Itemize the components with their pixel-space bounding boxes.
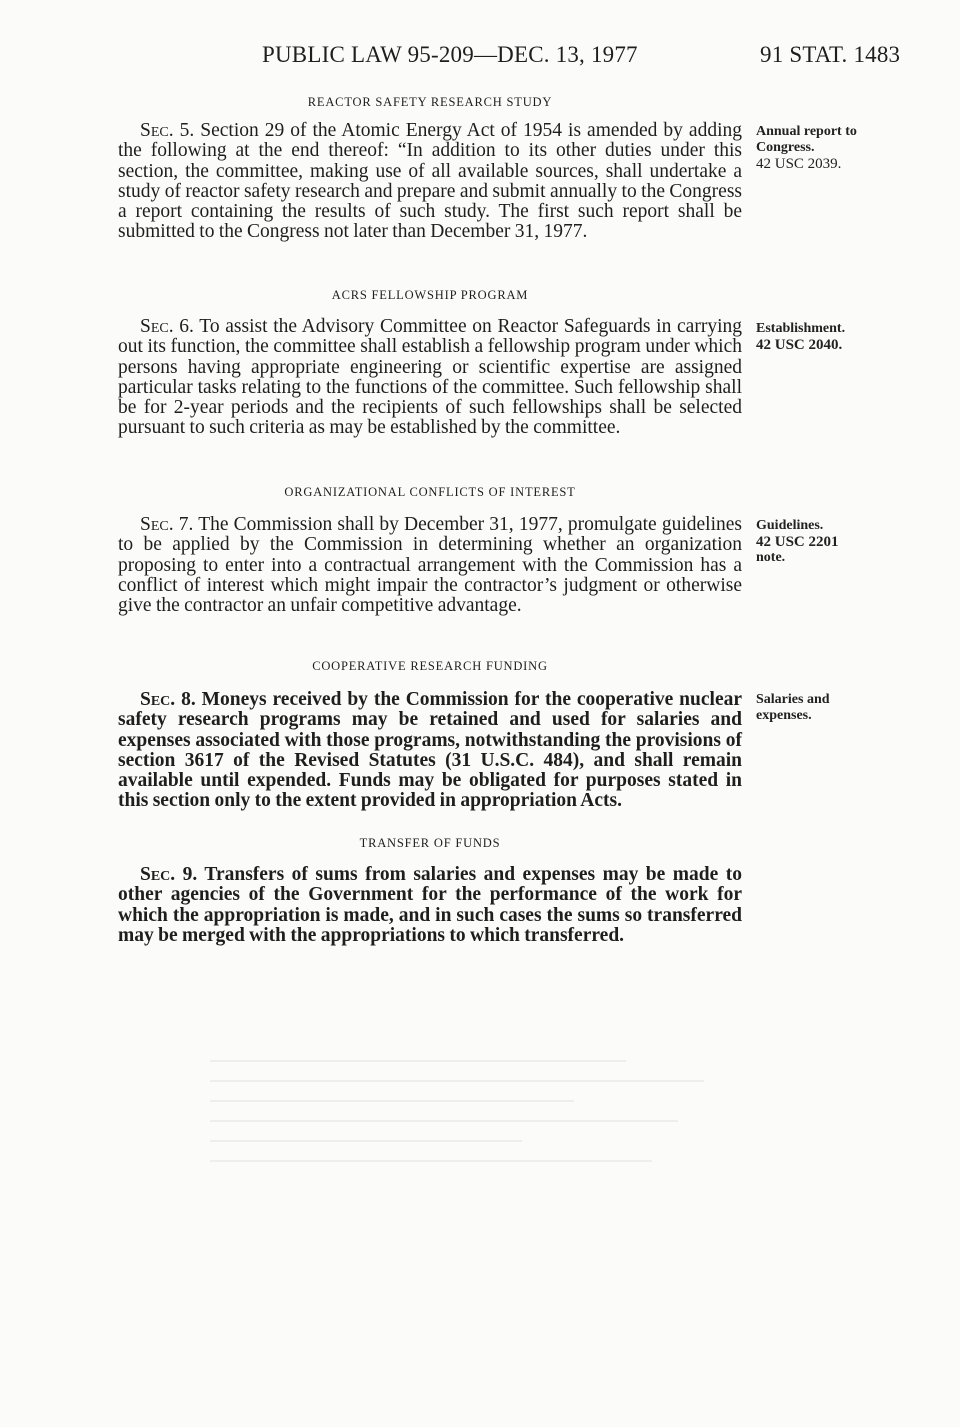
section-6-body — [118, 317, 742, 439]
section-text: Moneys received by the Commission for the cooperative nuclear safety research programs may be retained and used for salaries and expenses associated with those programs, notwithstanding the provisions of section 3617 of the Revised Statutes (31 U.S.C. 484), and shall remain available until expended. Funds may be obligated for purposes stated in this section only to the extent provided in appropriation Acts. — [118, 689, 743, 812]
public-law-title: PUBLIC LAW 95-209—DEC. 13, 1977 — [262, 42, 638, 67]
section-text: The Commission shall by December 31, 1977, promulgate guidelines to be applied by the Commission in determining whether an organization proposing to enter into a contractual arrangement with the Commission has a conflict of interest which might impair the contractor’s judgment or otherwise give the contractor an unfair competitive advantage. — [118, 514, 742, 617]
section-heading-reactor-safety: REACTOR SAFETY RESEARCH STUDY — [307, 95, 553, 109]
section-heading-cooperative-research: COOPERATIVE RESEARCH FUNDING — [312, 659, 548, 673]
section-text: To assist the Advisory Committee on Reactor Safeguards in carrying out its function, the committee shall establish a fellowship program under which persons having appropriate engineering or scientific expertise are assigned particular tasks relating to the functions of the committee. Such fellowship shall be for 2-year periods and the recipients of such fellowships shall be selected pursuant to such criteria as may be established by the committee. — [118, 316, 742, 439]
margin-note-section-8 — [756, 692, 896, 724]
margin-note-section-5 — [756, 124, 896, 172]
section-text: Section 29 of the Atomic Energy Act of 1954 is amended by adding the following at the end thereof: “In addition to its other duties under this section, the committee, making use of all available sources, shall undertake a study of reactor safety research and prepare and submit annually to the Congress a report containing the results of such study. The first such report shall be submitted to the Congress not later than December 31, 1977. — [118, 120, 742, 243]
bleed-through-texture — [210, 1060, 730, 1210]
margin-note-line: 42 USC 2201 — [756, 534, 839, 550]
section-8-body — [118, 690, 742, 812]
section-label: Sec. 5. — [140, 120, 195, 141]
margin-note-section-6 — [756, 321, 896, 353]
section-label: Sec. 9. — [140, 864, 198, 885]
margin-note-line: Salaries and — [756, 692, 830, 707]
section-heading-transfer-of-funds: TRANSFER OF FUNDS — [359, 836, 501, 850]
margin-note-line: 42 USC 2040. — [756, 337, 843, 353]
margin-note-line: 42 USC 2039. — [756, 156, 842, 172]
margin-note-line: Annual report to — [756, 124, 857, 139]
section-9-body — [118, 865, 742, 946]
section-5-body — [118, 121, 742, 243]
section-heading-organizational-conflicts: ORGANIZATIONAL CONFLICTS OF INTEREST — [284, 485, 576, 499]
margin-note-line: note. — [756, 550, 786, 565]
margin-note-line: Congress. — [756, 140, 815, 155]
section-text: Transfers of sums from salaries and expenses may be made to other agencies of the Government for the performance of the work for which the appropriation is made, and in such cases the sums so transferred may be merged with the appropriations to which transferred. — [118, 864, 742, 946]
margin-note-line: expenses. — [756, 708, 812, 723]
margin-note-line: Establishment. — [756, 321, 846, 336]
section-label: Sec. 8. — [140, 689, 196, 710]
margin-note-section-7 — [756, 518, 896, 566]
section-label: Sec. 6. — [140, 316, 194, 337]
statute-page-number: 91 STAT. 1483 — [760, 42, 901, 67]
section-heading-acrs-fellowship: ACRS FELLOWSHIP PROGRAM — [331, 288, 529, 302]
section-7-body — [118, 515, 742, 616]
section-label: Sec. 7. — [140, 514, 194, 535]
margin-note-line: Guidelines. — [756, 518, 824, 533]
